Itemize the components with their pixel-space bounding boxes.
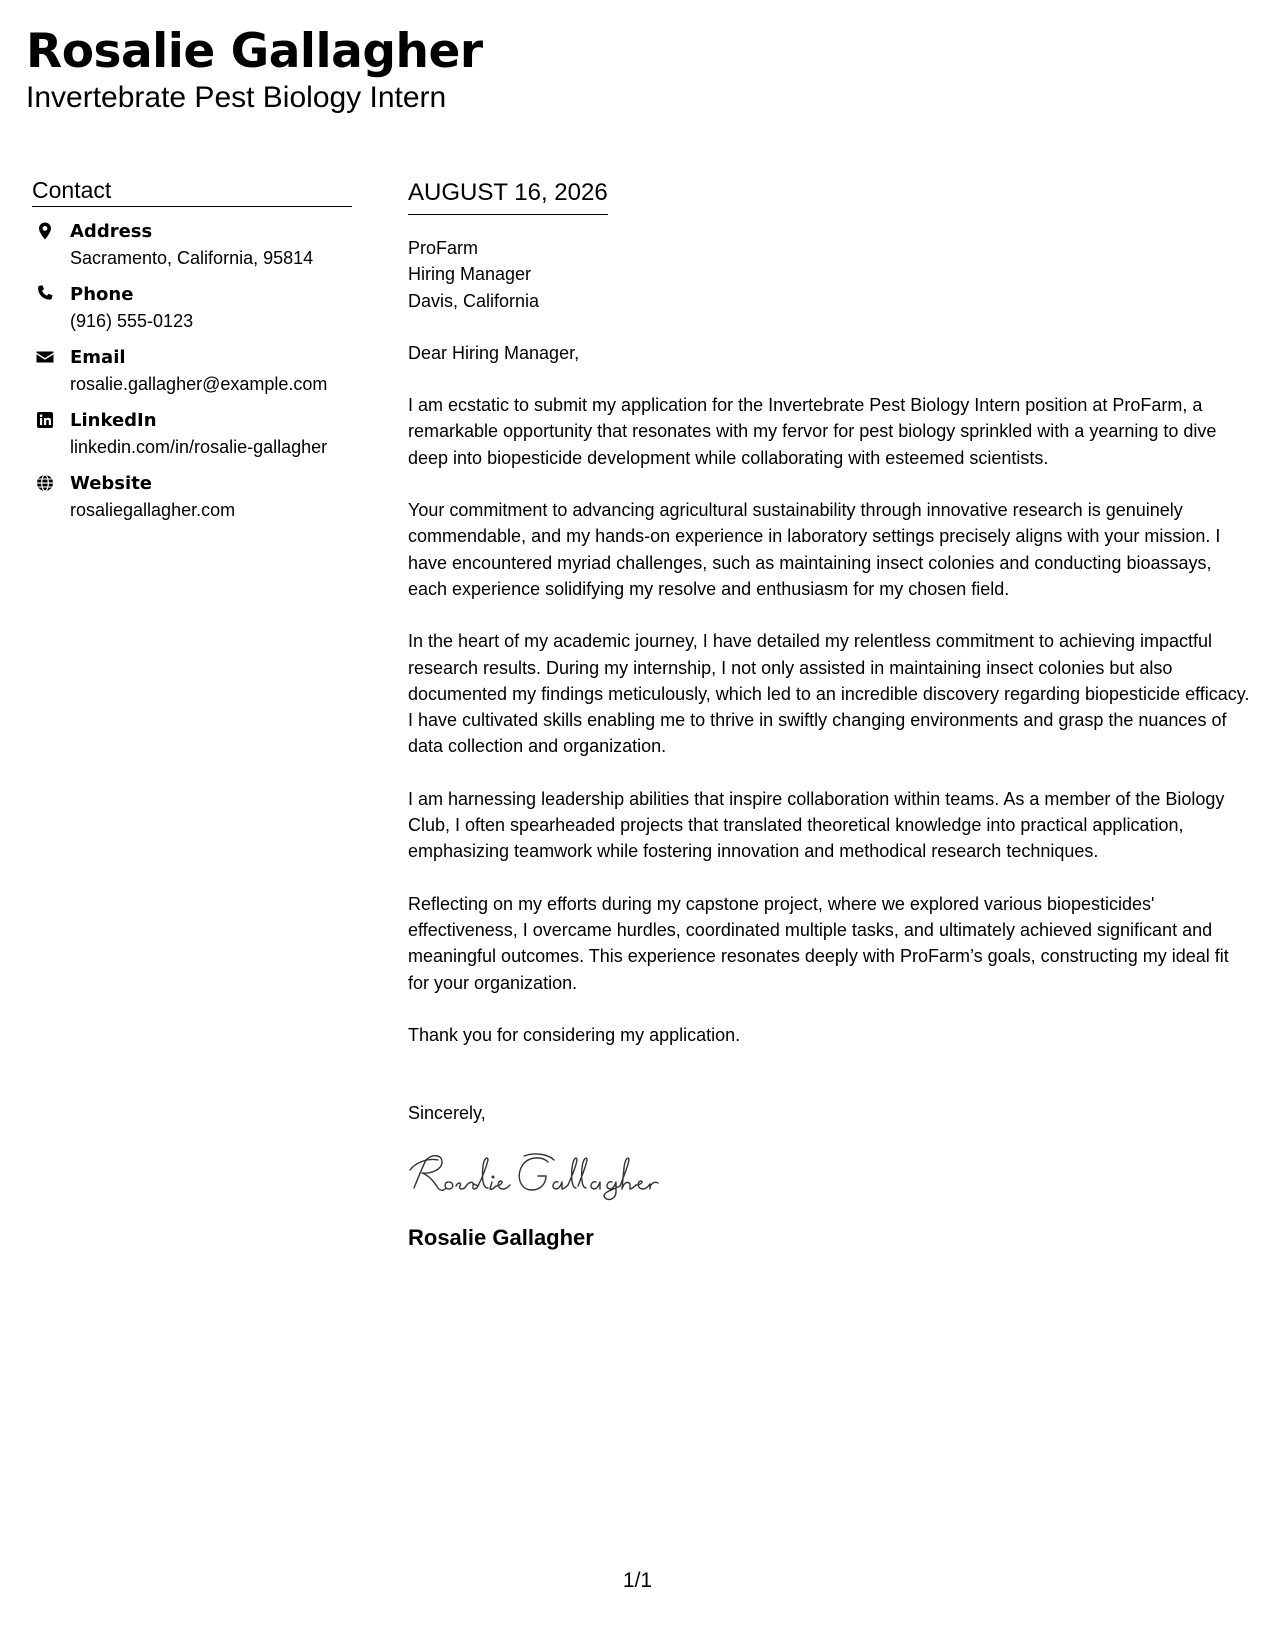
contact-sidebar xyxy=(32,176,352,534)
contact-label: Website xyxy=(70,473,153,494)
recipient-block xyxy=(408,235,1253,314)
applicant-role: Invertebrate Pest Biology Intern xyxy=(26,81,447,114)
contact-value: (916) 555-0123 xyxy=(70,311,194,331)
map-pin-icon xyxy=(35,221,55,241)
contact-value: linkedin.com/in/rosalie-gallagher xyxy=(70,437,328,457)
contact-address xyxy=(32,219,352,271)
contact-label: Phone xyxy=(70,284,134,305)
recipient-title: Hiring Manager xyxy=(408,264,532,285)
salutation: Dear Hiring Manager, xyxy=(408,342,580,363)
letter-paragraph: In the heart of my academic journey, I have detailed my relentless commitment to achieving impactful research results. During my internship, I not only assisted in maintaining insect colonies but also documented my findings meticulously, which led to an incredible discovery regarding biopesticide efficacy. I have cultivated skills enabling me to thrive in swiftly changing environments and grasp the nuances of data collection and organization. xyxy=(408,631,1250,757)
letter-body xyxy=(408,178,1253,1252)
contact-value: rosalie.gallagher@example.com xyxy=(70,374,328,394)
resume-header xyxy=(26,22,483,116)
phone-icon xyxy=(35,284,55,304)
letter-date: AUGUST 16, 2026 xyxy=(408,178,608,215)
contact-value: rosaliegallagher.com xyxy=(70,500,236,520)
contact-label: Address xyxy=(70,221,153,242)
signed-name: Rosalie Gallagher xyxy=(408,1225,594,1251)
letter-paragraph: I am ecstatic to submit my application for the Invertebrate Pest Biology Intern position at ProFarm, a remarkable opportunity that resonates with my fervor for pest biology sprinkled with a yearning to dive deep into biopesticide development while collaborating with esteemed scientists. xyxy=(408,395,1217,468)
applicant-name: Rosalie Gallagher xyxy=(26,24,483,79)
letter-paragraph: I am harnessing leadership abilities that inspire collaboration within teams. As a member of the Biology Club, I often spearheaded projects that translated theoretical knowledge into practical application, emphasizing teamwork while fostering innovation and methodical research techniques. xyxy=(408,788,1225,862)
globe-icon xyxy=(35,473,55,493)
letter-paragraph: Reflecting on my efforts during my capstone project, where we explored various biopesticides' effectiveness, I overcame hurdles, coordinated multiple tasks, and ultimately achieved significant and meaningful outcomes. This experience resonates deeply with ProFarm’s goals, constructing my ideal fit for your organization. xyxy=(408,893,1229,993)
closing: Sincerely, xyxy=(408,1103,486,1124)
contact-value: Sacramento, California, 95814 xyxy=(70,248,314,268)
page-number: 1/1 xyxy=(622,1569,653,1592)
contact-phone xyxy=(32,282,352,334)
contact-email xyxy=(32,345,352,397)
letter-paragraph: Your commitment to advancing agricultural sustainability through innovative research is genuinely commendable, and my hands-on experience in laboratory settings precisely aligns with your mission. I have encountered myriad challenges, such as maintaining insect colonies and conducting bioassays, each experience solidifying my resolve and enthusiasm for my chosen field. xyxy=(408,500,1221,599)
contact-heading: Contact xyxy=(32,176,352,207)
contact-website xyxy=(32,471,352,523)
linkedin-icon xyxy=(35,410,55,430)
recipient-company: ProFarm xyxy=(408,238,479,258)
contact-label: Email xyxy=(70,347,126,368)
contact-label: LinkedIn xyxy=(70,410,157,431)
contact-linkedin xyxy=(32,408,352,460)
envelope-icon xyxy=(35,347,55,367)
handwritten-signature xyxy=(408,1148,1253,1206)
letter-paragraph: Thank you for considering my application. xyxy=(408,1024,741,1045)
recipient-location: Davis, California xyxy=(408,290,540,311)
